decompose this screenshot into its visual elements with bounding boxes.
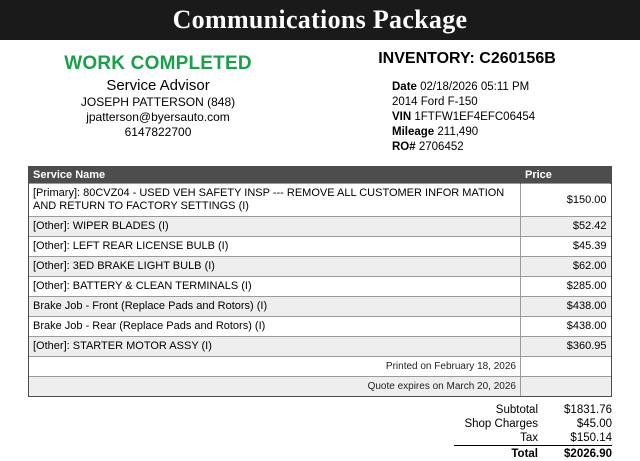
table-row [29,317,611,337]
services-table [29,167,611,396]
vehicle-field-key: VIN [392,111,411,123]
service-name: [Other]: WIPER BLADES (I) [29,217,521,237]
page-title: Communications Package [173,5,468,35]
vehicle-fields [308,80,640,155]
table-row [29,257,611,277]
totals-label: Shop Charges [454,417,538,431]
table-row [29,217,611,237]
grand-total-label: Total [454,446,538,461]
vehicle-field-key: Mileage [392,126,434,138]
advisor-phone: 6147822700 [16,125,300,139]
vehicle-field-value: 211,490 [437,126,478,138]
services-table-wrap [28,166,612,397]
totals-value: $1831.76 [538,403,612,417]
column-header-service-name: Service Name [29,167,521,184]
vehicle-field-row [392,125,640,140]
service-name: [Primary]: 80CVZ04 - USED VEH SAFETY INSP --- REMOVE ALL CUSTOMER INFOR MATION AND RETURN TO FACTORY SETTINGS (I) [29,184,521,217]
vehicle-field-value: 02/18/2026 05:11 PM [420,81,529,93]
vehicle-block [300,46,640,160]
service-price: $438.00 [521,317,611,337]
note-price-empty [521,357,611,377]
totals-row [454,403,612,417]
totals-row-grand [454,446,612,461]
service-price: $360.95 [521,337,611,357]
vehicle-field-value: 2014 Ford F-150 [392,96,478,108]
grand-total-value: $2026.90 [538,446,612,461]
vehicle-field-key: RO# [392,141,416,153]
service-price: $150.00 [521,184,611,217]
vehicle-field-value: 2706452 [419,141,464,153]
totals-value: $45.00 [538,417,612,431]
totals-label: Tax [454,431,538,446]
printed-on-note: Printed on February 18, 2026 [29,357,521,377]
totals-table [454,403,612,461]
info-area [0,40,640,160]
inventory-label: INVENTORY: [378,50,475,67]
quote-expires-note: Quote expires on March 20, 2026 [29,377,521,397]
service-price: $438.00 [521,297,611,317]
service-price: $52.42 [521,217,611,237]
header-banner [0,0,640,40]
totals-row [454,431,612,446]
advisor-block [0,46,300,160]
inventory-line [308,50,640,68]
table-row [29,297,611,317]
table-note-row [29,377,611,397]
service-price: $285.00 [521,277,611,297]
totals-value: $150.14 [538,431,612,446]
totals-label: Subtotal [454,403,538,417]
vehicle-field-key: Date [392,81,417,93]
note-price-empty [521,377,611,397]
vehicle-field-row [392,95,640,110]
advisor-name: JOSEPH PATTERSON (848) [16,95,300,109]
table-row [29,337,611,357]
totals-block [0,403,612,461]
table-row [29,184,611,217]
service-price: $45.39 [521,237,611,257]
service-name: [Other]: LEFT REAR LICENSE BULB (I) [29,237,521,257]
table-header-row [29,167,611,184]
service-name: [Other]: 3ED BRAKE LIGHT BULB (I) [29,257,521,277]
advisor-email: jpatterson@byersauto.com [16,110,300,124]
table-row [29,277,611,297]
vehicle-field-row [392,140,640,155]
table-row [29,237,611,257]
status-badge: WORK COMPLETED [16,53,300,75]
inventory-value: C260156B [479,50,556,67]
column-header-price: Price [521,167,611,184]
service-name: [Other]: STARTER MOTOR ASSY (I) [29,337,521,357]
service-price: $62.00 [521,257,611,277]
table-note-row [29,357,611,377]
vehicle-field-row [392,80,640,95]
service-name: Brake Job - Front (Replace Pads and Rotors) (I) [29,297,521,317]
vehicle-field-value: 1FTFW1EF4EFC06454 [414,111,535,123]
service-name: Brake Job - Rear (Replace Pads and Rotors) (I) [29,317,521,337]
advisor-title: Service Advisor [16,77,300,94]
service-name: [Other]: BATTERY & CLEAN TERMINALS (I) [29,277,521,297]
totals-row [454,417,612,431]
vehicle-field-row [392,110,640,125]
